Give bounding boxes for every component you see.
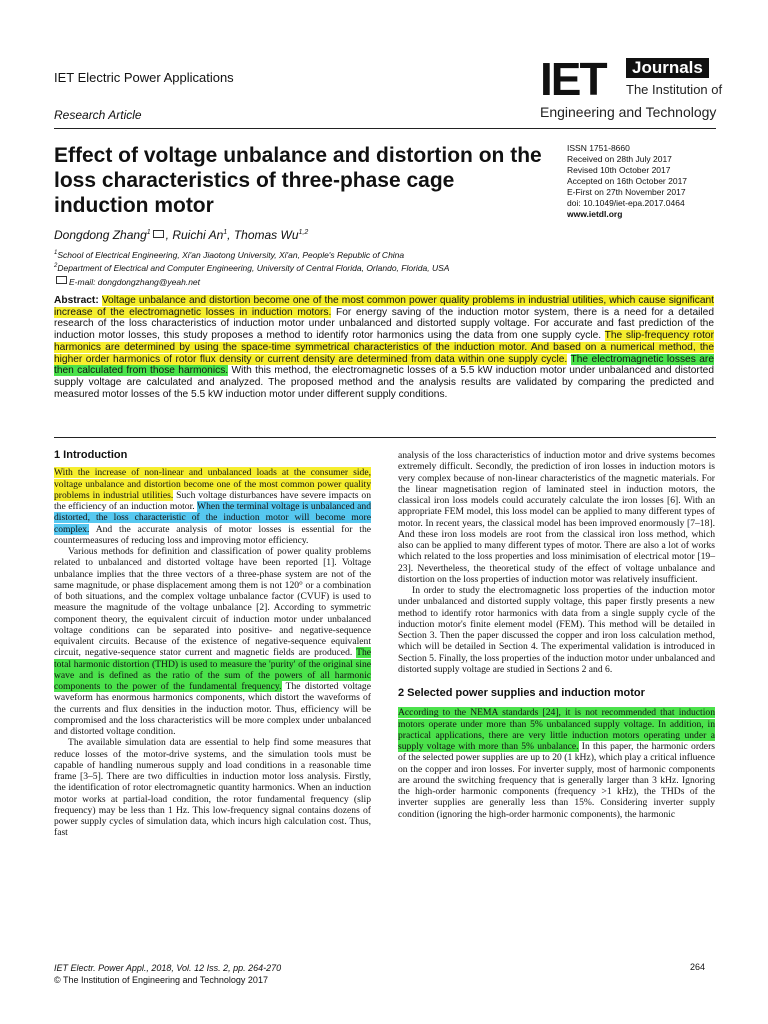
affiliation-1-num: 1 [54, 250, 58, 257]
abstract-highlight-2: The slip-frequency rotor harmonics are determined by using the space-time symmetrical characteristics of the induction motor. And based on a numerical method, the higher order harmonics of rotor flux density or current density are determined from data within one supply cycle. [54, 330, 714, 365]
right-column [398, 450, 715, 820]
logo-iet-text: IET [540, 53, 606, 105]
abstract-highlight-1: Voltage unbalance and distortion become one of the most common power quality problems in industrial utilities, which cause significant increase of the electromagnetic losses in induction motors. [54, 295, 714, 318]
intro-text-3: Various methods for definition and classification of power quality problems related to unbalanced and distorted voltage have been reported [1]. Voltage unbalance implies that the three vectors of a three-phase system are not of the same magnitude, or phase displacement among them is not 120° or a combination of both situations, and the complex voltage unbalance factor (CVUF) is used to measure the magnitude of the voltage unbalance [2]. According to symmetric component theory, the equivalent circuit of induction motor under unbalanced voltage conditions can be separated into positive- and negative-sequence equivalent circuits. Because of the existence of negative-sequence equivalent circuit, negative-sequence stator current and magnetic fields are produced. [54, 546, 371, 659]
logo-engineering: Engineering and Technology [540, 104, 717, 120]
author-1: Dongdong Zhang [54, 228, 147, 242]
envelope-icon [56, 276, 67, 284]
intro-highlight-3: The total harmonic distortion (THD) is used to measure the 'purity' of the original sine wave and is defined as the ratio of the sum of the powers of all harmonic components to the power of the fundamental frequency. [54, 647, 371, 692]
article-type: Research Article [54, 108, 142, 122]
intro-text-1: Such voltage disturbances have severe impacts on the efficiency of an induction motor. [54, 489, 371, 512]
email-text: E-mail: dongdongzhang@yeah.net [69, 277, 201, 287]
section-2-highlight: According to the NEMA standards [24], it is not recommended that induction motors operate under more than 5% unbalanced supply voltage. In addition, in practical applications, there are very little induction motors operating under a supply voltage with more than 5% unbalance. [398, 707, 715, 752]
footer-copyright: © The Institution of Engineering and Technology 2017 [54, 975, 268, 985]
abstract-text-1: For energy saving of the induction motor system, there is a need for a detailed research of the loss characteristics of induction motor under unbalanced and distorted supply voltage. For accurate and fast prediction of the induction motor losses, this study proposes a method to identify rotor harmonics using the data from one supply cycle. [54, 306, 714, 342]
accepted-date: Accepted on 16th October 2017 [567, 176, 688, 186]
issn: ISSN 1751-8660 [567, 143, 630, 153]
logo-institution: The Institution of [626, 82, 723, 97]
author-2-affil: 1 [223, 229, 228, 236]
abstract-text-2: With this method, the electromagnetic losses of a 5.5 kW induction motor under unbalanced and distorted supply voltage are calculated and analyzed. The proposed method and the analysis results are validated by comparing the predicted and measured motor losses of the 5.5 kW induction motor under different supply conditions. [54, 365, 714, 400]
abstract-highlight-3: The electromagnetic losses are then calculated from those harmonics. [54, 353, 714, 377]
author-3-affil: 1,2 [298, 229, 309, 236]
intro-paragraph-3: The available simulation data are essential to help find some measures that reduce losses of the motor-drive systems, and the simulation tools must be capable of handling numerous supply and load conditions in a reasonable time frame [3–5]. There are two difficulties in induction motor loss analysis. Firstly, the identification of rotor electromagnetic quantity harmonics. When an induction motor works at partial-load condition, the rotor fundamental frequency (slip frequency) may be less than 1 Hz. This low-frequency signal contains dozens of power supply cycles of simulation data, which incurs high calculation cost. Thus, fast [54, 737, 371, 839]
section-2-heading: 2 Selected power supplies and induction motor [398, 687, 645, 699]
header-rule [54, 128, 716, 129]
intro-paragraph-1 [54, 467, 371, 546]
footer-citation: IET Electr. Power Appl., 2018, Vol. 12 Iss. 2, pp. 264-270 [54, 963, 282, 973]
affiliation-1-text: School of Electrical Engineering, Xi'an Jiaotong University, Xi'an, People's Republic of China [57, 250, 405, 260]
section-2-paragraph-1 [398, 707, 715, 820]
abstract-rule [54, 437, 716, 438]
authors: Dongdong Zhang$^1$ , Ruichi An$^1$, Thomas Wu$^{1,2}$ [54, 228, 309, 242]
page-number: 264 [690, 962, 706, 972]
affiliation-2-num: 2 [54, 263, 58, 270]
abstract-label: Abstract: [54, 295, 99, 306]
revised-date: Revised 10th October 2017 [567, 165, 671, 175]
affiliation-2-text: Department of Electrical and Computer Engineering, University of Central Florida, Orlando, Florida, USA [57, 263, 450, 273]
intro-highlight-2: When the terminal voltage is unbalanced and distorted, the loss characteristic of the induction motor will become more complex. [54, 501, 371, 535]
intro-paragraph-4: analysis of the loss characteristics of induction motor and drive systems becomes extremely difficult. Secondly, the prediction of iron losses in induction motors is very complex because of non-linear characteristics of the magnetic materials. For the linear magnetisation region of laminated steel in induction motors, the classical iron loss models could accurately calculate the iron losses [6]. With an appropriate FEM model, this loss model can be applied to many different types of motor. In recent years, the classical model has been improved enormously [7–18]. And these iron loss models are root from the classical iron loss method, which also can be applied to many different types of motor. There are also a lot of works which related to the loss properties and loss minimisation of electrical motor [19–23]. Nevertheless, the theoretical study of the effect of voltage unbalance and distortion on the loss properties of induction motor was relatively insufficient. [398, 450, 715, 585]
doi: doi: 10.1049/iet-epa.2017.0464 [567, 198, 685, 208]
email-line [54, 276, 694, 287]
intro-text-4: The distorted voltage waveform has enormous harmonics components, which distort the waveforms of the currents and flux densities in the induction motor. Thus, efficiency will be compromised and the loss characteristics will be more complex under unbalanced and distorted voltage condition. [54, 681, 371, 737]
abstract-spacer [567, 354, 570, 365]
intro-highlight-1: With the increase of non-linear and unbalanced loads at the consumer side, voltage unbalance and distortion become one of the most common power quality problems in industrial utilities. [54, 467, 371, 501]
intro-text-2: And the accurate analysis of motor losses is essential for the countermeasures of reducing loss and improving motor efficiency. [54, 523, 371, 546]
received-date: Received on 28th July 2017 [567, 154, 672, 164]
website: www.ietdl.org [567, 209, 623, 219]
author-1-affil: 1 [146, 229, 151, 236]
journal-name: IET Electric Power Applications [54, 70, 234, 85]
footer-citation-block [54, 962, 281, 986]
author-3: Thomas Wu [233, 228, 299, 242]
intro-paragraph-5: In order to study the electromagnetic loss properties of the induction motor under unbalanced and distorted supply voltage, this paper firstly presents a new method to identify rotor harmonics with data from a single supply cycle of the induction motor's finite element model (FEM). This method will be detailed in Section 3. Then the paper discussed the copper and iron loss calculation method, which will be detailed in Section 4. The experimental validation is introduced in Section 5. Finally, the loss properties of the induction motor under unbalanced and distorted supply voltage are studied in Sections 2 and 6. [398, 585, 715, 675]
iet-logo [540, 53, 723, 126]
section-2-text: In this paper, the harmonic orders of the selected power supplies are up to 20 (1 kHz), which play a critical influence on the copper and iron losses. For inverter supply, most of harmonic components are around the switching frequency that is generally larger than 3 kHz. Ignoring the high-order harmonic components (frequency >1 kHz), the THDs of the inverter supplies are generally less than 15%. Considering inverter supply condition (ignoring the high-order harmonic components), the harmonic [398, 741, 715, 820]
intro-paragraph-2 [54, 546, 371, 737]
left-column [54, 450, 371, 839]
logo-journals-badge: Journals [626, 58, 709, 78]
affiliation-1 [54, 250, 694, 260]
affiliation-2 [54, 263, 694, 273]
author-2: Ruichi An [172, 228, 224, 242]
section-1-heading: 1 Introduction [54, 449, 128, 461]
paper-title: Effect of voltage unbalance and distortion on the loss characteristics of three-phase cage induction motor [54, 144, 542, 217]
abstract [54, 295, 714, 400]
mail-icon [153, 230, 164, 238]
efirst-date: E-First on 27th November 2017 [567, 187, 686, 197]
article-meta [567, 143, 727, 220]
